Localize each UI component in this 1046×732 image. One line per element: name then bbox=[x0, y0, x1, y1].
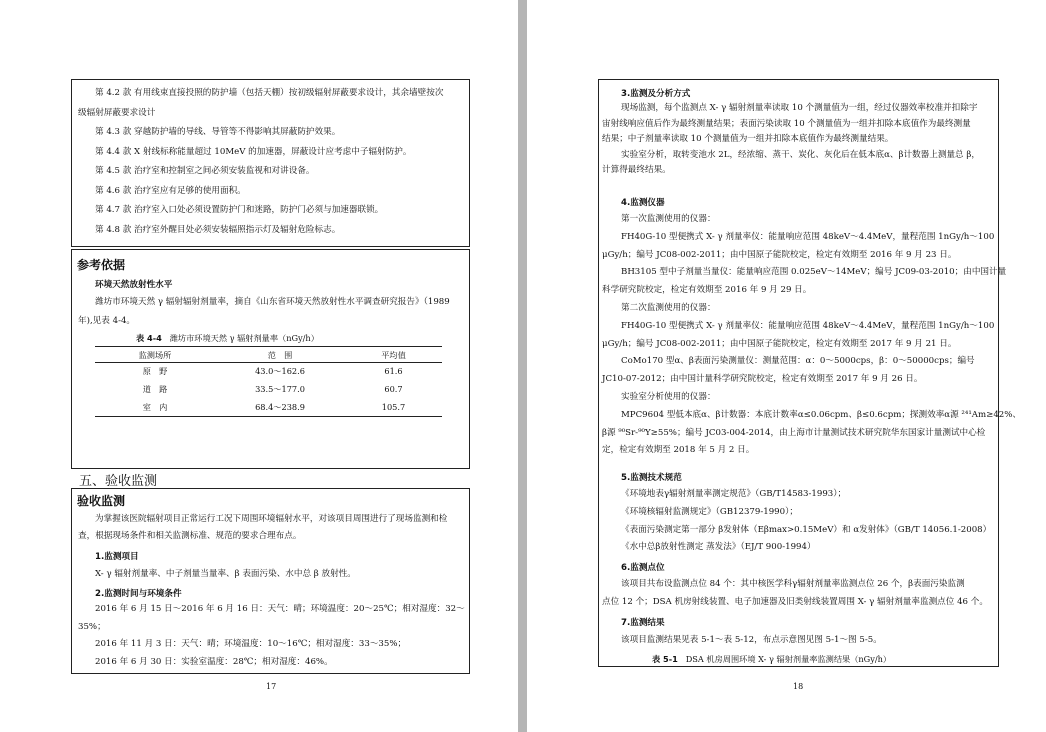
table-cell: 60.7 bbox=[384, 384, 403, 394]
page-gap bbox=[518, 0, 527, 732]
table-cell: 33.5～177.0 bbox=[255, 383, 305, 394]
table-cell: 43.0～162.6 bbox=[255, 365, 305, 376]
reference-heading: 参考依据 bbox=[77, 258, 126, 272]
text-line: 定，检定有效期至 2018 年 5 月 2 日。 bbox=[602, 445, 755, 456]
item1-heading: 1.监测项目 bbox=[95, 552, 139, 562]
text-line: 第 4.7 款 治疗室入口处必须设置防护门和迷路，防护门必须与加速器联锁。 bbox=[95, 205, 384, 215]
section-title: 五、验收监测 bbox=[79, 474, 158, 489]
text-line: 2016 年 6 月 15 日～2016 年 6 月 16 日：天气：晴；环境温度：20～25℃；相对湿度：32～ bbox=[95, 604, 465, 614]
text-line: 年),见表 4-4。 bbox=[78, 316, 136, 326]
table-caption bbox=[652, 654, 891, 665]
text-line: 第 4.5 款 治疗室和控制室之间必须安装监视和对讲设备。 bbox=[95, 166, 315, 176]
text-line: JC10-07-2012；由中国计量科学研究院校定，检定有效期至 2017 年 9 月 26 日。 bbox=[602, 374, 923, 385]
text-line: 为掌握该医院辐射项目正常运行工况下周围环境辐射水平，对该项目周围进行了现场监测和检 bbox=[95, 514, 448, 524]
table-header-cell: 平均值 bbox=[381, 350, 406, 360]
table-row bbox=[95, 380, 442, 398]
table-cell: 68.4～238.9 bbox=[255, 401, 305, 412]
table-header-cell: 范 围 bbox=[267, 350, 293, 360]
table-caption-label: 表 5-1 bbox=[652, 654, 678, 664]
item2-heading: 2.监测时间与环境条件 bbox=[95, 589, 182, 599]
table-bottom-rule bbox=[95, 416, 442, 417]
page-number: 17 bbox=[266, 682, 277, 691]
text-line: 科学研究院校定，检定有效期至 2016 年 9 月 29 日。 bbox=[602, 285, 812, 296]
text-line: CoMo170 型α、β表面污染测量仪：测量范围：α：0～5000cps，β：0～50000cps；编号 bbox=[621, 356, 975, 367]
page-18 bbox=[527, 0, 1046, 732]
text-line: FH40G-10 型便携式 X- γ 剂量率仪：能量响应范围 48keV～4.4MeV，量程范围 1nGy/h～100 bbox=[621, 320, 995, 331]
s7-text: 该项目监测结果见表 5-1～表 5-12，布点示意图见图 5-1～图 5-5。 bbox=[621, 635, 882, 645]
text-line: 《表面污染测定第一部分 β发射体（Eβmax>0.15MeV）和 α发射体》（GB/T 14056.1-2008） bbox=[621, 524, 992, 535]
text-line: 该项目共布设监测点位 84 个：其中核医学科γ辐射剂量率监测点位 26 个，β表面污染监测 bbox=[621, 579, 965, 589]
s6-heading: 6.监测点位 bbox=[621, 563, 665, 573]
text-line: 第 4.8 款 治疗室外醒目处必须安装辐照指示灯及辐射危险标志。 bbox=[95, 224, 341, 235]
text-line: 级辐射屏蔽要求设计 bbox=[78, 107, 156, 118]
text-line: μGy/h；编号 JC08-002-2011；由中国原子能院校定，检定有效期至 2017 年 9 月 21 日。 bbox=[602, 338, 957, 349]
text-line: 2016 年 6 月 30 日：实验室温度：28℃；相对湿度：46%。 bbox=[95, 656, 333, 667]
table-caption-text: 潍坊市环境天然 γ 辐射剂量率（nGy/h） bbox=[169, 333, 319, 343]
table-body bbox=[95, 362, 442, 416]
text-line: 第 4.6 款 治疗室应有足够的使用面积。 bbox=[95, 185, 246, 196]
table-top-rule bbox=[95, 346, 442, 347]
text-line: μGy/h；编号 JC08-002-2011；由中国原子能院校定，检定有效期至 2016 年 9 月 23 日。 bbox=[602, 249, 957, 260]
text-line: 35%； bbox=[78, 621, 106, 632]
page-17 bbox=[0, 0, 518, 732]
text-line: 点位 12 个；DSA 机房射线装置、电子加速器及旧类射线装置周围 X- γ 辐射剂量率监测点位 46 个。 bbox=[602, 596, 988, 607]
text-line: 计算得最终结果。 bbox=[602, 165, 671, 175]
table-cell: 原 野 bbox=[142, 365, 168, 376]
text-line: 第 4.4 款 X 射线标称能量超过 10MeV 的加速器，屏蔽设计应考虑中子辐射防护。 bbox=[95, 146, 412, 157]
text-line: MPC9604 型低本底α、β计数器：本底计数率α≤0.06cpm、β≤0.6cpm；探测效率α源 ²⁴¹Am≥42%、 bbox=[621, 409, 1022, 420]
reference-subheading: 环境天然放射性水平 bbox=[95, 280, 173, 290]
radiation-table bbox=[95, 349, 442, 416]
table-cell: 室 内 bbox=[142, 401, 168, 412]
text-line: 实验室分析，取转变池水 2L，经浓缩、蒸干、炭化、灰化后在低本底α、β计数器上测量总 β， bbox=[621, 149, 980, 160]
text-line: 2016 年 11 月 3 日：天气：晴；环境温度：10～16℃；相对湿度：33～35%； bbox=[95, 639, 407, 649]
text-line: 第 4.2 款 有用线束直接投照的防护墙（包括天棚）按初级辐射屏蔽要求设计，其余墙壁按次 bbox=[95, 88, 444, 98]
text-line: 《水中总β放射性测定 蒸发法》（EJ/T 900-1994） bbox=[621, 542, 816, 553]
table-caption-label: 表 4-4 bbox=[136, 333, 162, 343]
text-line: 第二次监测使用的仪器： bbox=[621, 303, 716, 313]
table-header-cell: 监测场所 bbox=[138, 350, 172, 360]
table-header-row bbox=[95, 349, 442, 362]
text-line: FH40G-10 型便携式 X- γ 剂量率仪：能量响应范围 48keV～4.4MeV，量程范围 1nGy/h～100 bbox=[621, 231, 995, 242]
text-line: 《环境核辐射监测规定》（GB12379-1990）； bbox=[621, 506, 799, 517]
table-cell: 105.7 bbox=[381, 402, 406, 412]
text-line: 现场监测，每个监测点 X- γ 辐射剂量率读取 10 个测量值为一组，经过仪器效率校准并扣除宇 bbox=[621, 103, 978, 113]
page-number: 18 bbox=[793, 682, 804, 691]
text-line: 查，根据现场条件和相关监测标准、规范的要求合理布点。 bbox=[78, 531, 302, 541]
text-line: β源 ⁹⁰Sr-⁹⁰Y≥55%；编号 JC03-004-2014，由上海市计量测试技术研究院华东国家计量测试中心检 bbox=[602, 427, 986, 438]
monitoring-heading: 验收监测 bbox=[77, 494, 126, 508]
item1-text: X- γ 辐射剂量率、中子剂量当量率、β 表面污染、水中总 β 放射性。 bbox=[95, 569, 356, 579]
text-line: 宙射线响应值后作为最终测量结果；表面污染读取 10 个测量值为一组并扣除本底值作为最终测量 bbox=[602, 118, 971, 129]
text-line: 《环境地表γ辐射剂量率测定规范》（GB/T14583-1993）； bbox=[621, 489, 847, 499]
table-row bbox=[95, 362, 442, 380]
table-row bbox=[95, 398, 442, 416]
text-line: BH3105 型中子剂量当量仪：能量响应范围 0.025eV～14MeV；编号 JC09-03-2010；由中国计量 bbox=[621, 267, 1007, 278]
text-line: 结果；中子剂量率读取 10 个测量值为一组并扣除本底值作为最终测量结果。 bbox=[602, 134, 894, 144]
s4-heading: 4.监测仪器 bbox=[621, 198, 665, 208]
s7-heading: 7.监测结果 bbox=[621, 618, 665, 628]
clauses-box bbox=[71, 79, 470, 247]
table-cell: 61.6 bbox=[384, 366, 403, 376]
text-line: 实验室分析使用的仪器： bbox=[621, 392, 716, 402]
text-line: 第 4.3 款 穿越防护墙的导线、导管等不得影响其屏蔽防护效果。 bbox=[95, 127, 341, 137]
table-caption bbox=[136, 333, 319, 344]
table-caption-text: DSA 机房周围环境 X- γ 辐射剂量率监测结果（nGy/h） bbox=[685, 654, 892, 664]
text-line: 潍坊市环境天然 γ 辐射辐射剂量率，摘自《山东省环境天然放射性水平调查研究报告》（1989 bbox=[95, 297, 450, 307]
text-line: 第一次监测使用的仪器： bbox=[621, 214, 716, 224]
s5-heading: 5.监测技术规范 bbox=[621, 473, 682, 483]
s3-heading: 3.监测及分析方式 bbox=[621, 89, 691, 99]
table-cell: 道 路 bbox=[142, 383, 168, 394]
